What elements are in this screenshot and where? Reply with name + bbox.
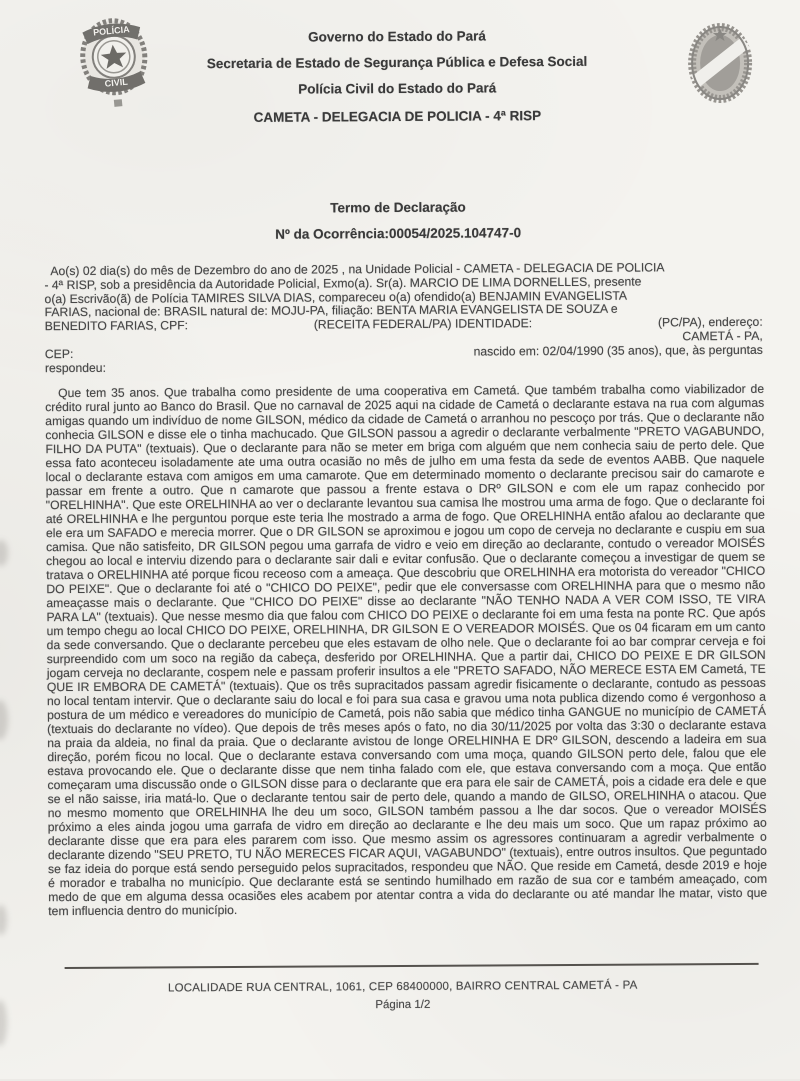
birthdate-text: nascido em: 02/04/1990 (35 anos), que, às perguntas [473, 342, 763, 359]
header-police-unit: CAMETA - DELEGACIA DE POLICIA - 4ª RISP [253, 108, 542, 125]
footer-address: LOCALIDADE RUA CENTRAL, 1061, CEP 68400000, BAIRRO CENTRAL CAMETÁ - PA [167, 979, 638, 995]
address-city: CAMETÁ - PA, [682, 328, 763, 344]
address-label: (PC/PA), endereço: [657, 314, 763, 330]
declaration-body: Que tem 35 anos. Que trabalha como presidente de uma cooperativa em Cametá. Que também trabalha como viabilizador de crédito rural junto ao Banco do Brasil. Que no carnaval de 2025 aqui na cidade de Cametá o declarante estava na rua com algumas amigas quando um indivíduo de nome GILSON, médico da cidade de Cametá o arranhou no pescoço por trás. Que o declarante não conhecia GILSON e disse ele o tinha machucado. Que GILSON passou a agredir o declarante verbalmente "PRETO VAGABUNDO, FILHO DA PUTA" (textuais). Que o declarante para não se meter em briga com alguém que nem conhecia saiu de perto dele. Que essa fato aconteceu isoladamente ate uma outra ocasião no mês de julho em uma festa da sede de eventos AABB. Que naquele local o declarante estava com amigos em uma camarote. Que em determinado momento o declarante precisou sair do camarote e passar em frente a outro. Que n camarote que passou a frente estava o DRº GILSON e com ele um rapaz conhecido por "ORELHINHA". Que este ORELHINHA ao ver o declarante levantou sua camisa lhe mostrou uma arma de fogo. Que o declarante foi até ORELHINHA e lhe perguntou porque este teria lhe mostrado a arma de fogo. Que ORELHINHA então afalou ao declarante que ele era um SAFADO e merecia morrer. Que o DR GILSON se aproximou e jogou um copo de cerveja no declarante e cuspiu em sua camisa. Que não satisfeito, DR GILSON pegou uma garrafa de vidro e veio em direção ao declarante, contudo o vereador MOISÉS chegou ao local e interviu dizendo para o declarante sair dali e evitar confusão. Que o declarante começou a investigar de quem se tratava o ORELHINHA até porque ficou receoso com a ameaça. Que descobriu que ORELHINHA era motorista do vereador "CHICO DO PEIXE". Que o declarante foi até o "CHICO DO PEIXE", pedir que ele conversasse com ORELHINHA para que o mesmo não ameaçasse mais o declarante. Que "CHICO DO PEIXE" disse ao declarante "NÃO TENHO NADA A VER COM ISSO, TE VIRA PARA LA" (textuais). Que nesse mesmo dia que falou com CHICO DO PEIXE o declarante foi em uma festa na ponte RC. Que após um tempo chegu ao local CHICO DO PEIXE, ORELHINHA, DR GILSON E O VEREADOR MOISÉS. Que os 04 ficaram em um canto da sede conversando. Que o declarante percebeu que eles estavam de olho nele. Que o declarante foi ao bar comprar cerveja e foi surpreendido com um soco na região da cabeça, desferido por ORELHINHA. Que a partir dai, CHICO DO PEIXE E DR GILSON jogam cerveja no declarante, cospem nele e passam proferir insultos a ele "PRETO SAFADO, NÃO MERECE ESTA EM Cametá, TE QUE IR EMBORA DE CAMETÁ" (textuais). Que os três supracitados passam agredir fisicamente o declarante, contudo as pessoas no local tentam intervir. Que o declarante saiu do local e foi para sua casa e gravou uma nota publica dizendo como é vergonhoso a postura de um médico e vereadores do município de Cametá, pois não sabia que médico tinha GANGUE no município de CAMETÁ (textuais do declarante no vídeo). Que depois de três meses após o fato, no dia 30/11/2025 por volta das 3:30 o declarante estava na praia da aldeia, no final da praia. Que o declarante avistou de longe ORELHINHA E DRº GILSON, descendo a ladeira em sua direção, porém ficou no local. Que o declarante estava conversando com uma moça, quando GILSON perto dele, falou que ele estava provocando ele. Que o declarante disse que nem tinha falado com ele, que estava conversando com a moça. Que então começaram uma discussão onde o GILSON disse para o declarante que era para ele sair de CAMETÁ, pois a cidade era dele e que se el não saisse, iria matá-lo. Que o declarante tentou sair de perto dele, quando a mando de GILSO, ORELHINHA o atacou. Que no mesmo momento que ORELHINHA lhe deu um soco, GILSON também passou a lhe dar socos. Que o vereador MOISÉS próximo a eles ainda jogou uma garrafa de vidro em direção ao declarante e lhe deu mais um soco. Que um rapaz próximo ao declarante disse que era para eles pararem com isso. Que mesmo assim os agressores continuaram a agredir verbalmente o declarante dizendo "SEU PRETO, TU NÃO MERECES FICAR AQUI, VAGABUNDO" (textuais), entre outros insultos. Que peguntado se faz ideia do porque está sendo perseguido pelos supracitados, respondeu que NÃO. Que reside em Cametá, desde 2019 e hoje é morador e trabalha no município. Que declarante está se sentindo humilhado em razão de sua cor e também ameaçado, com medo de que em alguma dessa ocasiões eles acabem por atentar contra a vida do declarante ou até mandar lhe matar, visto que tem influencia dentro do município. [45, 382, 768, 919]
document-title: Termo de Declaração [330, 199, 466, 216]
header-government: Governo do Estado do Pará [307, 28, 486, 45]
header-institution: Polícia Civil do Estado do Pará [298, 80, 497, 97]
policia-civil-badge-icon [73, 3, 156, 120]
para-coat-of-arms-icon [681, 16, 760, 113]
qualification-block [44, 261, 763, 376]
responded-label: respondeu: [44, 360, 106, 375]
intro-line: Ao(s) 02 dia(s) do mês de Dezembro do ano de 2025 , na Unidade Policial - CAMETA - DELEGACIA DE POLICIA [50, 260, 665, 279]
cep-label: CEP: [44, 346, 74, 361]
intro-line: - 4ª RISP, sob a presidência da Autoridade Policial, Exmo(a). Sr(a). MARCIO DE LIMA DORNELLES, presente [44, 274, 642, 292]
intro-line: o(a) Escrivão(ã) de Polícia TAMIRES SILVA DIAS, compareceu o(a) ofendido(a) BENJAMIN EVANGELISTA [44, 288, 628, 306]
document-header [0, 0, 797, 126]
identity-label: (RECEITA FEDERAL/PA) IDENTIDADE: [313, 316, 533, 332]
cpf-label: BENEDITO FARIAS, CPF: [44, 318, 189, 334]
footer-page-number: Página 1/2 [375, 999, 431, 1012]
occurrence-number: Nº da Ocorrência:00054/2025.104747-0 [275, 225, 522, 242]
footer-divider [65, 963, 759, 969]
svg-text:CIVIL: CIVIL [104, 76, 129, 89]
header-secretariat: Secretaria de Estado de Segurança Pública e Defesa Social [206, 53, 588, 72]
svg-text:POLÍCIA: POLÍCIA [92, 24, 131, 38]
intro-line: FARIAS, nacional de: BRASIL natural de: MOJU-PA, filiação: BENTA MARIA EVANGELISTA DE SOUZA e [44, 302, 618, 320]
